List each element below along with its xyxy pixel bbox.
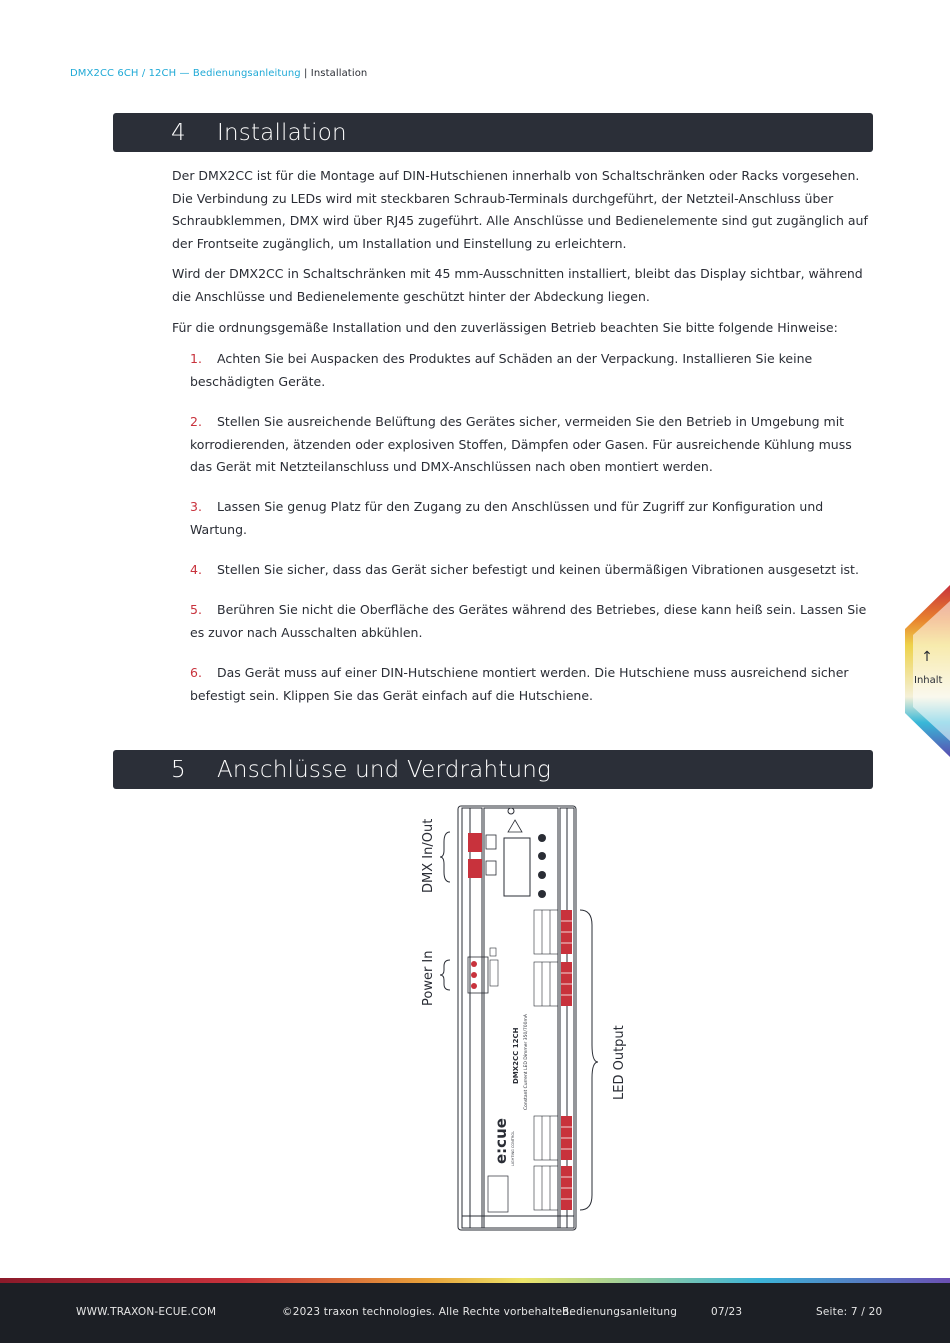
list-item-text: Das Gerät muss auf einer DIN-Hutschiene montiert werden. Die Hutschiene muss ausreichend sicher befestigt sein. Klippen Sie das Gerät einfach auf die Hutschiene. (190, 665, 849, 703)
list-item (190, 662, 876, 707)
list-item-text: Lassen Sie genug Platz für den Zugang zu den Anschlüssen und für Zugriff zur Konfiguration und Wartung. (190, 499, 824, 537)
list-item (190, 411, 876, 479)
dmx-brace (440, 832, 450, 882)
arrow-up-icon: ↑ (921, 649, 933, 665)
list-item-number: 2. (190, 414, 202, 429)
footer-rainbow-strip (0, 1278, 950, 1283)
device-button (538, 871, 546, 879)
led-output-brace (580, 910, 598, 1210)
list-item-number: 4. (190, 562, 202, 577)
list-item-text: Berühren Sie nicht die Oberfläche des Gerätes während des Betriebes, diese kann heiß sein. Lassen Sie es zuvor nach Ausschalten abkühlen. (190, 602, 867, 640)
section-number: 4 (171, 119, 186, 146)
list-item-number: 1. (190, 351, 202, 366)
power-terminal (471, 961, 477, 967)
list-item (190, 348, 876, 393)
table-of-contents-tab[interactable] (903, 585, 950, 757)
list-item-number: 5. (190, 602, 202, 617)
breadcrumb-section: Installation (310, 68, 368, 79)
power-label: Power In (421, 950, 436, 1006)
footer-copyright: ©2023 traxon technologies. Alle Rechte vorbehalten. (282, 1306, 573, 1318)
breadcrumb-doc-title[interactable]: DMX2CC 6CH / 12CH — Bedienungsanleitung (70, 68, 301, 79)
dmx-port (468, 833, 482, 852)
section-heading-connections (113, 750, 873, 789)
breadcrumb (70, 68, 367, 79)
device-subtitle: Constant Current LED Dimmer 350/700mA (524, 1014, 529, 1110)
dmx-label: DMX In/Out (421, 818, 436, 893)
section-number: 5 (171, 756, 186, 783)
list-item-text: Achten Sie bei Auspacken des Produktes auf Schäden an der Verpackung. Installieren Sie keine beschädigten Geräte. (190, 351, 813, 389)
section-heading-installation (113, 113, 873, 152)
section-title: Installation (217, 119, 347, 146)
contents-tab-background (903, 585, 950, 757)
paragraph-intro: Der DMX2CC ist für die Montage auf DIN-Hutschienen innerhalb von Schaltschränken oder Racks vorgesehen. Die Verbindung zu LEDs wird mit steckbaren Schraub-Terminals durchgeführt, der Netzteil-Anschluss über Schraubklemmen, DMX wird über RJ45 zugeführt. Alle Anschlüsse und Bedienelemente sind gut zugänglich auf der Frontseite zugänglich, um Installation und Einstellung zu erleichtern. (172, 168, 868, 251)
brand-tagline: LIGHTING CONTROL (511, 1130, 515, 1166)
footer-date: 07/23 (711, 1306, 743, 1318)
power-terminal (471, 972, 477, 978)
device-button (538, 890, 546, 898)
list-item-number: 6. (190, 665, 202, 680)
list-item-number: 3. (190, 499, 202, 514)
section-title: Anschlüsse und Verdrahtung (217, 756, 552, 783)
list-item-text: Stellen Sie ausreichende Belüftung des Gerätes sicher, vermeiden Sie den Betrieb in Umgebung mit korrodierenden, ätzenden oder explosiven Stoffen, Dämpfen oder Gasen. Für ausreichende Kühlung muss das Gerät mit Netzteilanschluss und DMX-Anschlüssen nach oben montiert werden. (190, 414, 852, 474)
dmx-port (468, 859, 482, 878)
device-diagram (410, 800, 650, 1240)
power-brace (440, 960, 450, 990)
footer-page-number: Seite: 7 / 20 (816, 1306, 883, 1318)
brand-logo: e:cue (492, 1118, 510, 1164)
led-output-label: LED Output (612, 1025, 627, 1100)
device-button (538, 852, 546, 860)
paragraph-notes-intro: Für die ordnungsgemäße Installation und den zuverlässigen Betrieb beachten Sie bitte folgende Hinweise: (172, 320, 838, 335)
display (504, 838, 530, 896)
paragraph-cabinet: Wird der DMX2CC in Schaltschränken mit 45 mm-Ausschnitten installiert, bleibt das Display sichtbar, während die Anschlüsse und Bedienelemente geschützt hinter der Abdeckung liegen. (172, 266, 863, 304)
device-model: DMX2CC 12CH (512, 1027, 520, 1084)
list-item (190, 599, 876, 644)
list-item (190, 496, 876, 541)
list-item (190, 559, 876, 582)
contents-tab-label: Inhalt (914, 675, 943, 686)
breadcrumb-separator: | (300, 68, 311, 79)
footer-doc-type: Bedienungsanleitung (562, 1306, 678, 1318)
list-item-text: Stellen Sie sicher, dass das Gerät sicher befestigt und keinen übermäßigen Vibrationen ausgesetzt ist. (217, 562, 859, 577)
power-terminal (471, 983, 477, 989)
footer-website-link[interactable]: WWW.TRAXON-ECUE.COM (76, 1306, 217, 1318)
device-button (538, 834, 546, 842)
page-footer (0, 1278, 950, 1343)
